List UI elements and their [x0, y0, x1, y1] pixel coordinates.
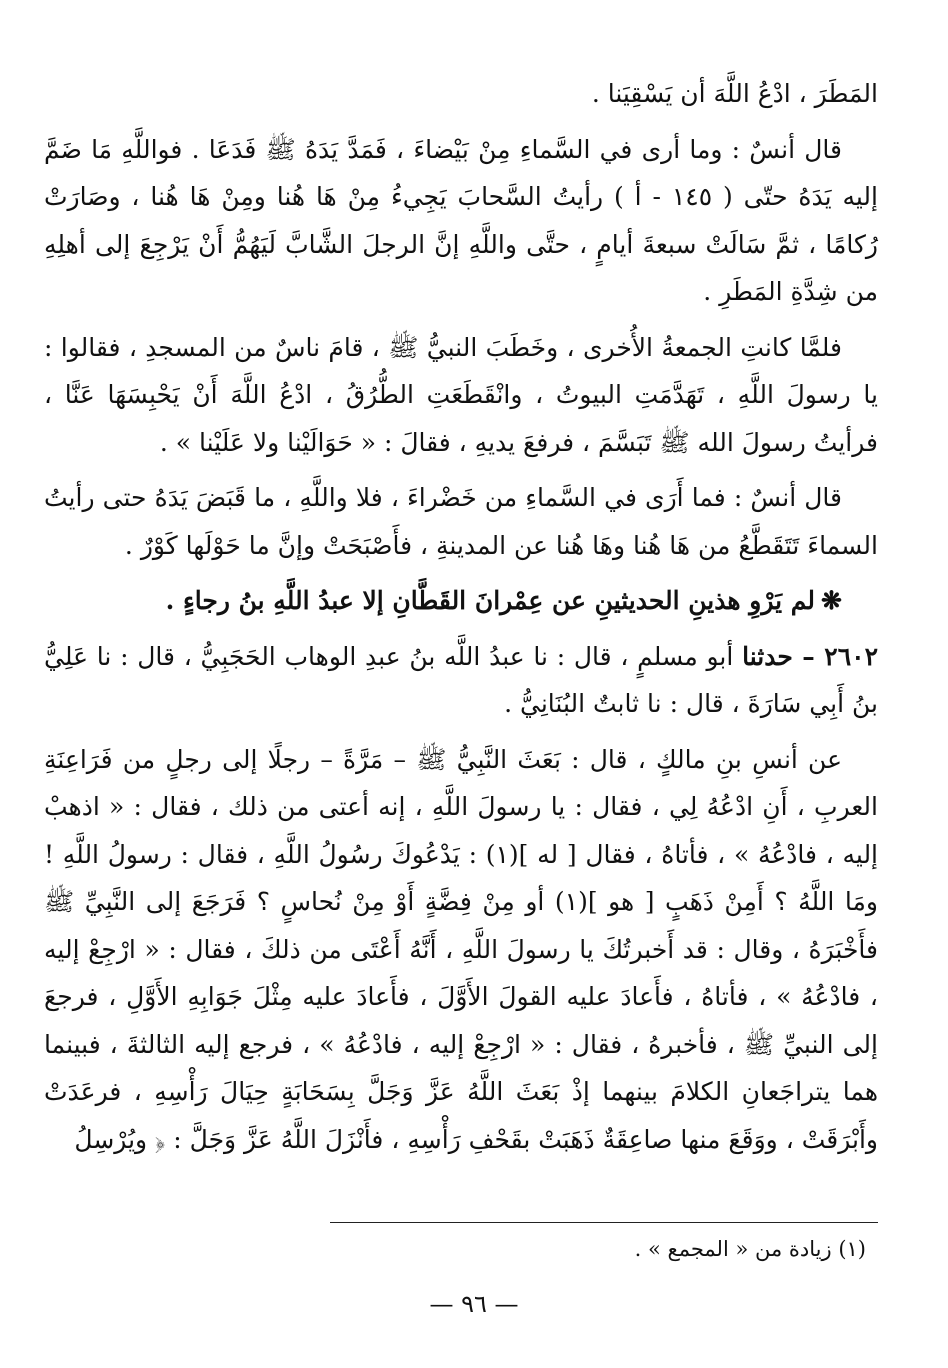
hadith-isnad-text: أبو مسلمٍ ، قال : نا عبدُ اللَّه بنُ عبدِ الوهاب الحَجَبِيُّ ، قال : نا عَلِيُّ بنُ أَبِي سَارَةَ ، قال : نا ثابتٌ البُنَانِيُّ .: [44, 641, 878, 718]
paragraph-1: المَطَرَ ، ادْعُ اللَّهَ أن يَسْقِيَنا .: [591, 79, 878, 108]
hadith-number-heading: ٢٦٠٢ – حدثنا: [742, 641, 879, 671]
hadith-isnad: [44, 633, 878, 728]
star-icon: ❋: [821, 586, 842, 615]
paragraph-2: قال أنسٌ : وما أرى في السَّماءِ مِنْ بَيْضاءَ ، فَمَدَّ يَدَهُ ﷺ فَدَعَا . فواللَّهِ مَا ضَمَّ إليه يَدَهُ حتّى ( ١٤٥ - أ ) رأيتُ السَّحابَ يَجِيءُ مِنْ هَا هُنا ومِنْ هَا هُنا ، وصَارَتْ رُكامًا ، ثمَّ سَالَتْ سبعةَ أيامٍ ، حتَّى واللَّهِ إنَّ الرجلَ الشَّابَّ لَيَهُمُّ أَنْ يَرْجِعَ إلى أهلِهِ من شِدَّةِ المَطَرِ .: [44, 134, 878, 306]
paragraph-3: فلمَّا كانتِ الجمعةُ الأُخرى ، وخَطَبَ النبيُّ ﷺ ، قامَ ناسٌ من المسجدِ ، فقالوا : يا رسولَ اللَّهِ ، تَهَدَّمَتِ البيوتُ ، وانْقَطَعَتِ الطُّرُقُ ، ادْعُ اللَّهَ أَنْ يَحْبِسَهَا عَنَّا ، فرأيتُ رسولَ الله ﷺ تَبَسَّمَ ، فرفعَ يديهِ ، فقالَ : « حَوَالَيْنا ولا عَلَيْنا » .: [44, 332, 878, 457]
footnote: (١) زيادة من « المجمع » .: [634, 1237, 866, 1261]
paragraph-4: قال أنسٌ : فما أَرَى في السَّماءِ من خَضْراءَ ، فلا واللَّهِ ، ما قَبَضَ يَدَهُ حتى رأيتُ السماءَ تَتَقَطَّعُ من هَا هُنا وهَا هُنا عن المدينةِ ، فأَصْبَحَتْ وإنَّ ما حَوْلَها كَوْرٌ .: [44, 483, 878, 560]
main-text: [44, 70, 878, 1171]
scholarly-note: [44, 577, 878, 625]
scholarly-note-text: لم يَرْوِ هذينِ الحديثينِ عن عِمْرانَ القَطَّانِ إلا عبدُ اللَّهِ بنُ رجاءٍ .: [165, 586, 816, 615]
page-number: — ٩٦ —: [429, 1290, 519, 1318]
footnote-divider: [330, 1222, 878, 1223]
hadith-matn: عن أنسِ بنِ مالكٍ ، قال : بَعَثَ النَّبِيُّ ﷺ – مَرَّةً – رجلًا إلى رجلٍ من فَرَاعِنَةِ العربِ ، أَنِ ادْعُهُ لِي ، فقال : يا رسولَ اللَّهِ ، إنه أعتى من ذلك ، فقال : « اذهبْ إليه ، فادْعُهُ » ، فأتاهُ ، فقال [ له ](١) : يَدْعُوكَ رسُولُ اللَّهِ ، فقال : رسولُ اللَّهِ ! ومَا اللَّهُ ؟ أَمِنْ ذَهَبٍ [ هو ](١) أو مِنْ فِضَّةٍ أَوْ مِنْ نُحاسٍ ؟ فَرَجَعَ إلى النَّبِيِّ ﷺ فأَخْبَرَهُ ، وقال : قد أَخبرتُكَ يا رسولَ اللَّهِ ، أَنَّهُ أَعْتَى من ذلكَ ، فقال : « ارْجِعْ إليه ، فادْعُهُ » ، فأتاهُ ، فأَعادَ عليه القولَ الأَوَّلَ ، فأَعادَ عليه مِثْلَ جَوَابِهِ الأَوَّلِ ، فرجعَ إلى النبيِّ ﷺ ، فأخبرهُ ، فقال : « ارْجِعْ إليه ، فادْعُهُ » ، فرجع إليه الثالثةَ ، فبينما هما يتراجَعانِ الكلامَ بينهما إذْ بَعَثَ اللَّهُ عَزَّ وَجَلَّ بِسَحَابَةٍ حِيَالَ رَأْسِهِ ، فرعَدَتْ وأَبْرَقَتْ ، ووَقَعَ منها صاعِقَةٌ ذَهَبَتْ بقَحْفِ رَأْسِهِ ، فأَنْزَلَ اللَّهُ عَزَّ وَجَلَّ : ﴿ ويُرْسِلُ: [44, 744, 879, 1154]
